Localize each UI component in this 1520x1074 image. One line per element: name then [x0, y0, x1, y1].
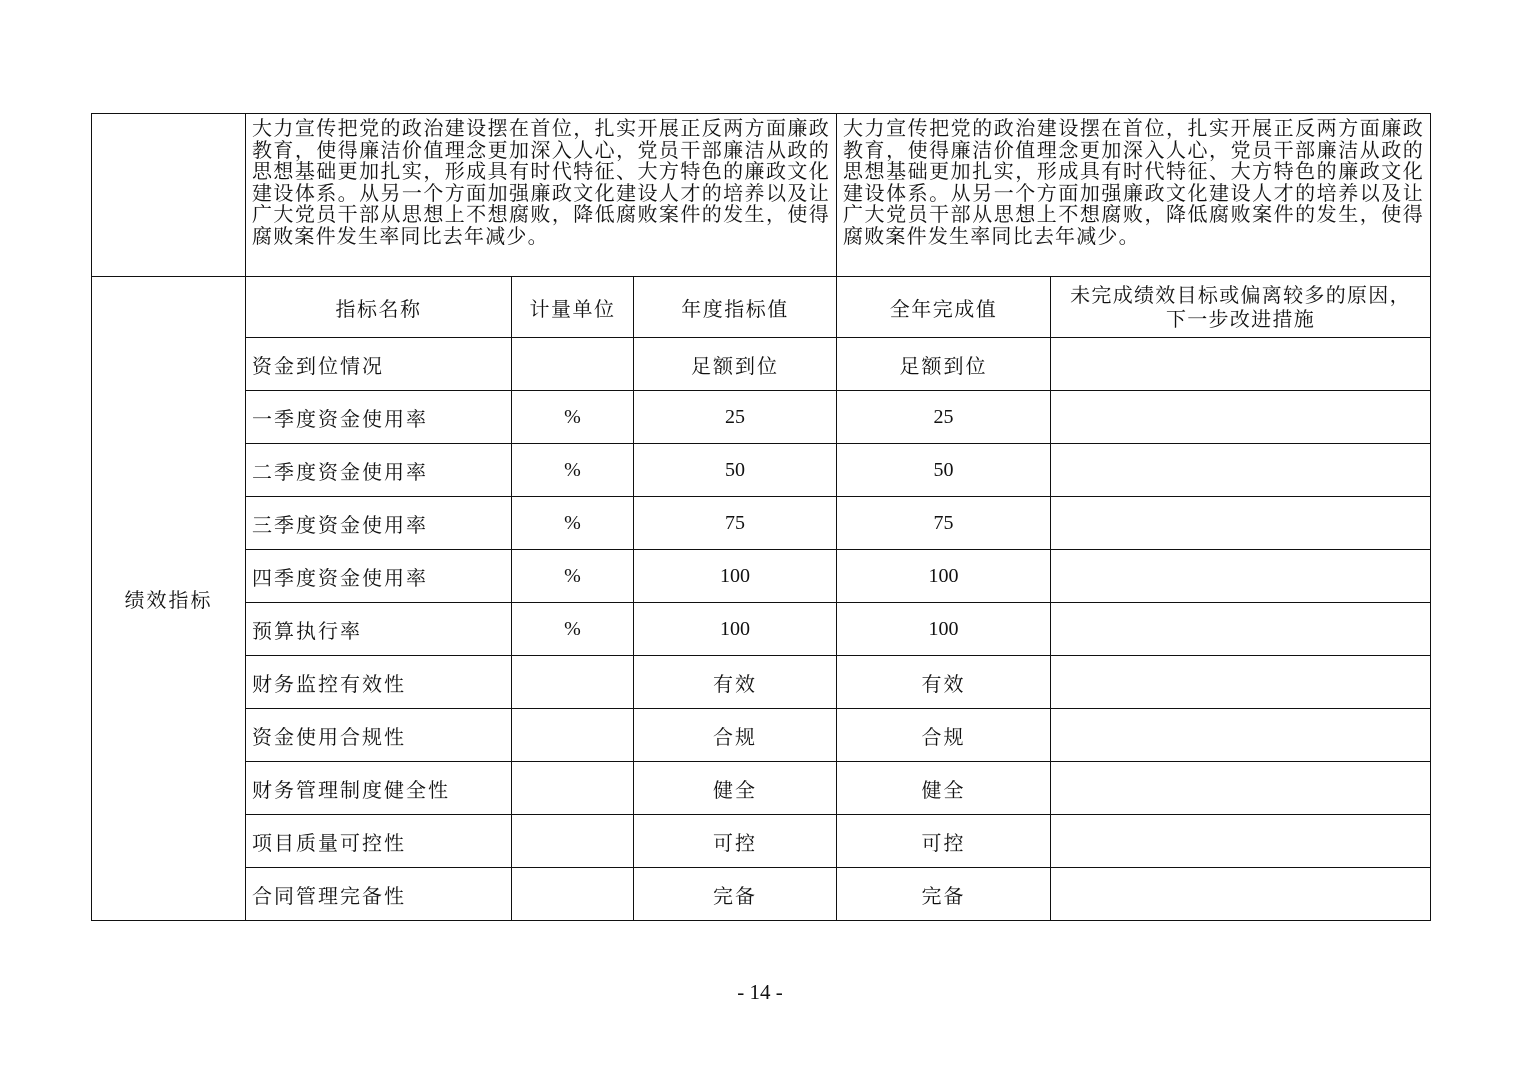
- indicator-actual: 足额到位: [837, 338, 1051, 391]
- table-row: [92, 550, 1431, 603]
- indicator-target: 25: [634, 391, 837, 444]
- header-reason: [1051, 277, 1431, 338]
- indicator-actual: 健全: [837, 762, 1051, 815]
- indicator-actual: 合规: [837, 709, 1051, 762]
- header-unit: 计量单位: [512, 277, 634, 338]
- actual-completion-text: 大力宣传把党的政治建设摆在首位，扎实开展正反两方面廉政教育，使得廉洁价值理念更加深入人心，党员干部廉洁从政的思想基础更加扎实，形成具有时代特征、大方特色的廉政文化建设体系。从另一个方面加强廉政文化建设人才的培养以及让广大党员干部从思想上不想腐败，降低腐败案件的发生，使得腐败案件发生率同比去年减少。: [837, 114, 1431, 277]
- annual-goal-text: 大力宣传把党的政治建设摆在首位，扎实开展正反两方面廉政教育，使得廉洁价值理念更加深入人心，党员干部廉洁从政的思想基础更加扎实，形成具有时代特征、大方特色的廉政文化建设体系。从另一个方面加强廉政文化建设人才的培养以及让广大党员干部从思想上不想腐败，降低腐败案件的发生，使得腐败案件发生率同比去年减少。: [246, 114, 837, 277]
- indicator-reason: [1051, 815, 1431, 868]
- indicator-unit: [512, 709, 634, 762]
- goal-row: [92, 114, 1431, 277]
- indicator-name: 合同管理完备性: [246, 868, 512, 921]
- indicator-actual: 完备: [837, 868, 1051, 921]
- indicator-actual: 100: [837, 603, 1051, 656]
- indicator-name: 资金使用合规性: [246, 709, 512, 762]
- indicator-unit: %: [512, 497, 634, 550]
- indicator-actual: 50: [837, 444, 1051, 497]
- indicator-reason: [1051, 868, 1431, 921]
- indicator-target: 合规: [634, 709, 837, 762]
- indicator-target: 健全: [634, 762, 837, 815]
- table-row: [92, 868, 1431, 921]
- indicator-unit: %: [512, 550, 634, 603]
- performance-indicator-section-label: 绩效指标: [92, 277, 246, 921]
- indicator-reason: [1051, 656, 1431, 709]
- indicator-actual: 75: [837, 497, 1051, 550]
- table-row: [92, 603, 1431, 656]
- indicator-unit: [512, 656, 634, 709]
- indicator-name: 二季度资金使用率: [246, 444, 512, 497]
- header-reason-line-1: 未完成绩效目标或偏离较多的原因，: [1070, 283, 1411, 307]
- indicator-target: 50: [634, 444, 837, 497]
- page-number: - 14 -: [737, 980, 783, 1004]
- indicator-target: 100: [634, 603, 837, 656]
- indicator-reason: [1051, 709, 1431, 762]
- indicator-name: 预算执行率: [246, 603, 512, 656]
- indicator-target: 足额到位: [634, 338, 837, 391]
- performance-evaluation-table: [91, 113, 1431, 921]
- indicator-name: 资金到位情况: [246, 338, 512, 391]
- goal-row-label-cell: [92, 114, 246, 277]
- header-annual-actual: 全年完成值: [837, 277, 1051, 338]
- indicator-name: 三季度资金使用率: [246, 497, 512, 550]
- indicator-name: 财务监控有效性: [246, 656, 512, 709]
- indicator-actual: 可控: [837, 815, 1051, 868]
- indicator-actual: 100: [837, 550, 1051, 603]
- indicator-reason: [1051, 762, 1431, 815]
- indicator-name: 一季度资金使用率: [246, 391, 512, 444]
- table-row: [92, 497, 1431, 550]
- table-row: [92, 709, 1431, 762]
- header-indicator-name: 指标名称: [246, 277, 512, 338]
- indicator-target: 100: [634, 550, 837, 603]
- indicator-unit: %: [512, 603, 634, 656]
- indicator-target: 75: [634, 497, 837, 550]
- header-reason-line-2: 下一步改进措施: [1165, 307, 1316, 331]
- header-annual-target: 年度指标值: [634, 277, 837, 338]
- indicator-name: 四季度资金使用率: [246, 550, 512, 603]
- indicator-unit: %: [512, 444, 634, 497]
- indicator-reason: [1051, 444, 1431, 497]
- indicator-name: 财务管理制度健全性: [246, 762, 512, 815]
- indicator-reason: [1051, 391, 1431, 444]
- table-row: [92, 656, 1431, 709]
- indicator-unit: [512, 762, 634, 815]
- table-row: [92, 391, 1431, 444]
- indicator-header-row: [92, 277, 1431, 338]
- indicator-unit: [512, 815, 634, 868]
- indicator-actual: 25: [837, 391, 1051, 444]
- indicator-reason: [1051, 550, 1431, 603]
- indicator-reason: [1051, 603, 1431, 656]
- indicator-target: 可控: [634, 815, 837, 868]
- indicator-unit: [512, 868, 634, 921]
- indicator-unit: %: [512, 391, 634, 444]
- indicator-actual: 有效: [837, 656, 1051, 709]
- table-row: [92, 444, 1431, 497]
- table-row: [92, 338, 1431, 391]
- indicator-target: 有效: [634, 656, 837, 709]
- indicator-target: 完备: [634, 868, 837, 921]
- table-row: [92, 762, 1431, 815]
- table-row: [92, 815, 1431, 868]
- indicator-name: 项目质量可控性: [246, 815, 512, 868]
- indicator-reason: [1051, 497, 1431, 550]
- indicator-unit: [512, 338, 634, 391]
- indicator-reason: [1051, 338, 1431, 391]
